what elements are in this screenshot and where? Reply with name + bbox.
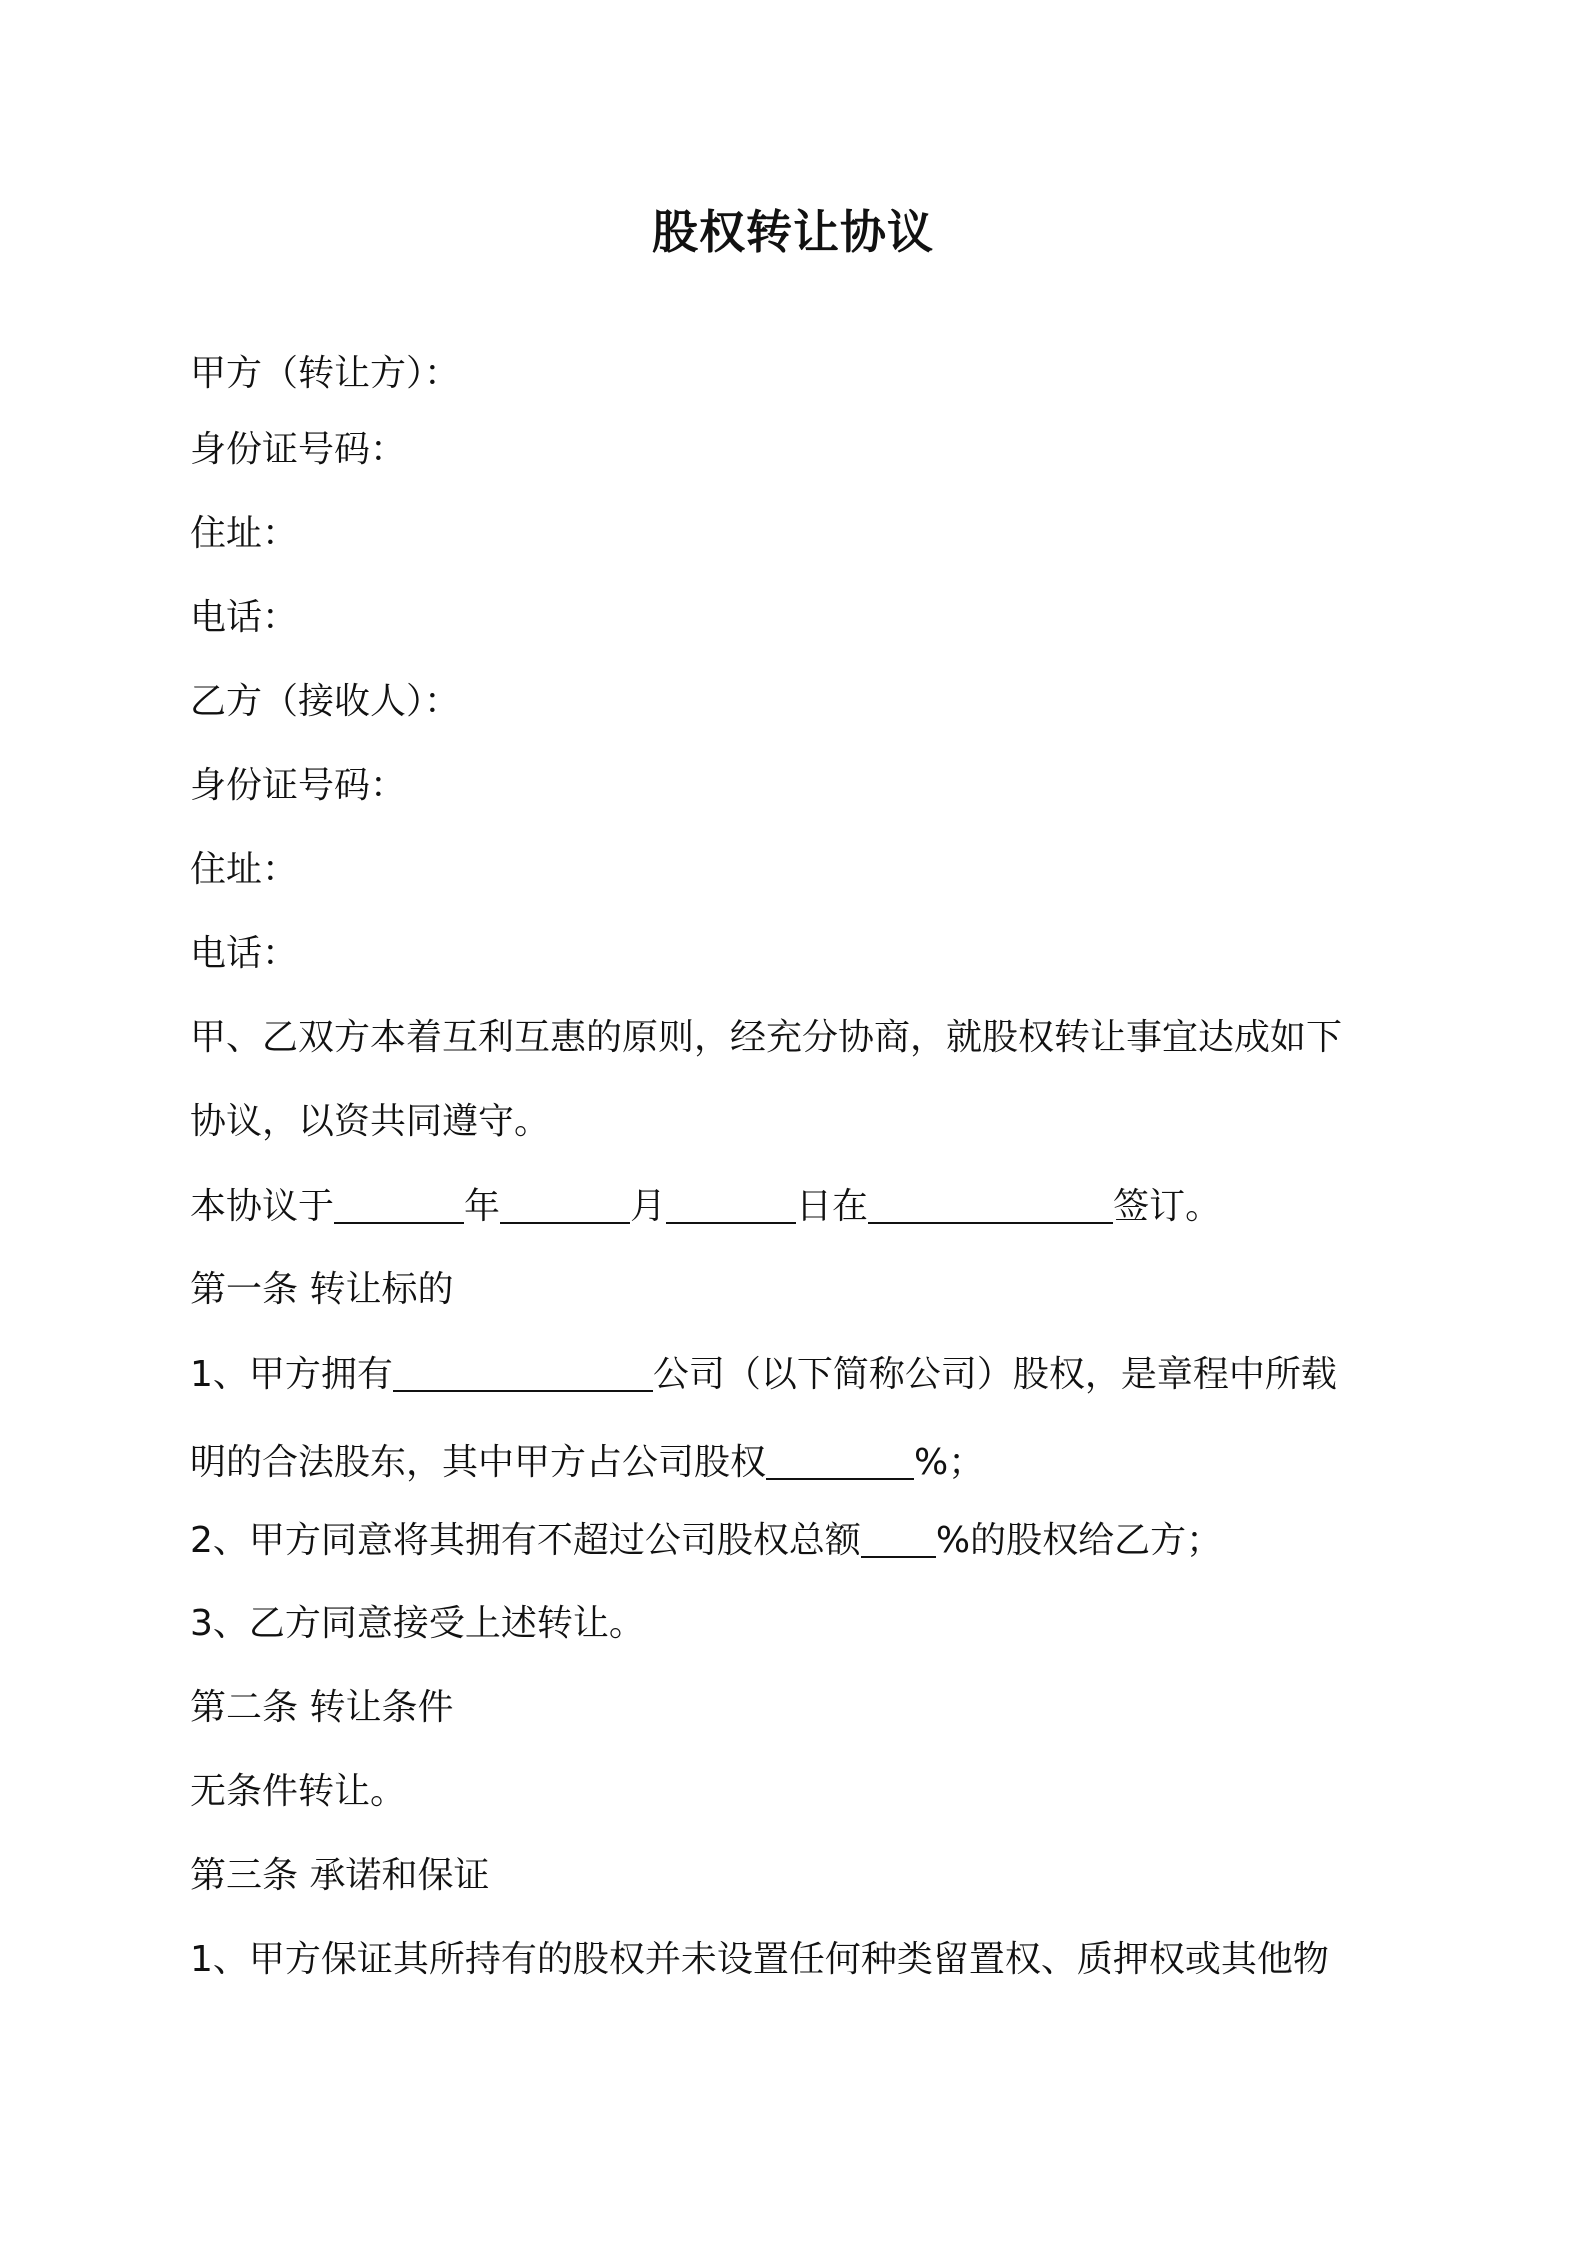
article-1-item-2 (190, 1518, 1222, 1563)
article-2-heading: 第二条 转让条件 (190, 1687, 454, 1728)
party-a-id-label: 身份证号码： (190, 429, 407, 470)
party-b-id-label: 身份证号码： (190, 765, 407, 806)
preamble-line-1: 甲、乙双方本着互利互惠的原则，经充分协商，就股权转让事宜达成如下 (190, 1017, 1343, 1058)
party-a-address-label: 住址： (190, 513, 299, 554)
article-1-item-1 (190, 1352, 1337, 1397)
signing-prefix: 本协议于 (190, 1186, 335, 1227)
year-blank (334, 1184, 464, 1224)
month-blank (500, 1184, 630, 1224)
party-b-heading: 乙方（接收人）： (190, 681, 461, 722)
item-2-text-b: %的股权给乙方； (935, 1520, 1223, 1561)
place-blank (868, 1184, 1113, 1224)
article-3-heading: 第三条 承诺和保证 (190, 1855, 490, 1896)
party-b-phone-label: 电话： (190, 933, 299, 974)
signing-month: 月 (630, 1186, 667, 1227)
party-a-heading: 甲方（转让方）： (190, 353, 461, 394)
transfer-percent-blank (861, 1518, 936, 1558)
party-a-phone-label: 电话： (190, 597, 299, 638)
share-percent-blank (766, 1440, 914, 1480)
item-1-text-c: 明的合法股东，其中甲方占公司股权 (190, 1442, 767, 1483)
item-1-text-a: 1、甲方拥有 (190, 1354, 393, 1395)
signing-day-at: 日在 (796, 1186, 869, 1227)
item-1-text-d: %； (914, 1442, 985, 1483)
signing-year: 年 (464, 1186, 501, 1227)
signing-line (190, 1184, 1221, 1229)
item-2-text-a: 2、甲方同意将其拥有不超过公司股权总额 (190, 1520, 861, 1561)
company-name-blank (393, 1352, 653, 1392)
signing-suffix: 签订。 (1113, 1186, 1222, 1227)
day-blank (666, 1184, 796, 1224)
article-1-item-1-cont (190, 1440, 984, 1485)
document-title: 股权转让协议 (652, 205, 934, 259)
article-2-body: 无条件转让。 (190, 1771, 407, 1812)
party-b-address-label: 住址： (190, 849, 299, 890)
item-1-text-b: 公司（以下简称公司）股权，是章程中所载 (652, 1354, 1337, 1395)
preamble-line-2: 协议，以资共同遵守。 (190, 1101, 551, 1142)
article-1-item-3: 3、乙方同意接受上述转让。 (190, 1603, 645, 1644)
article-1-heading: 第一条 转让标的 (190, 1269, 454, 1310)
article-3-item-1: 1、甲方保证其所持有的股权并未设置任何种类留置权、质押权或其他物 (190, 1939, 1329, 1980)
